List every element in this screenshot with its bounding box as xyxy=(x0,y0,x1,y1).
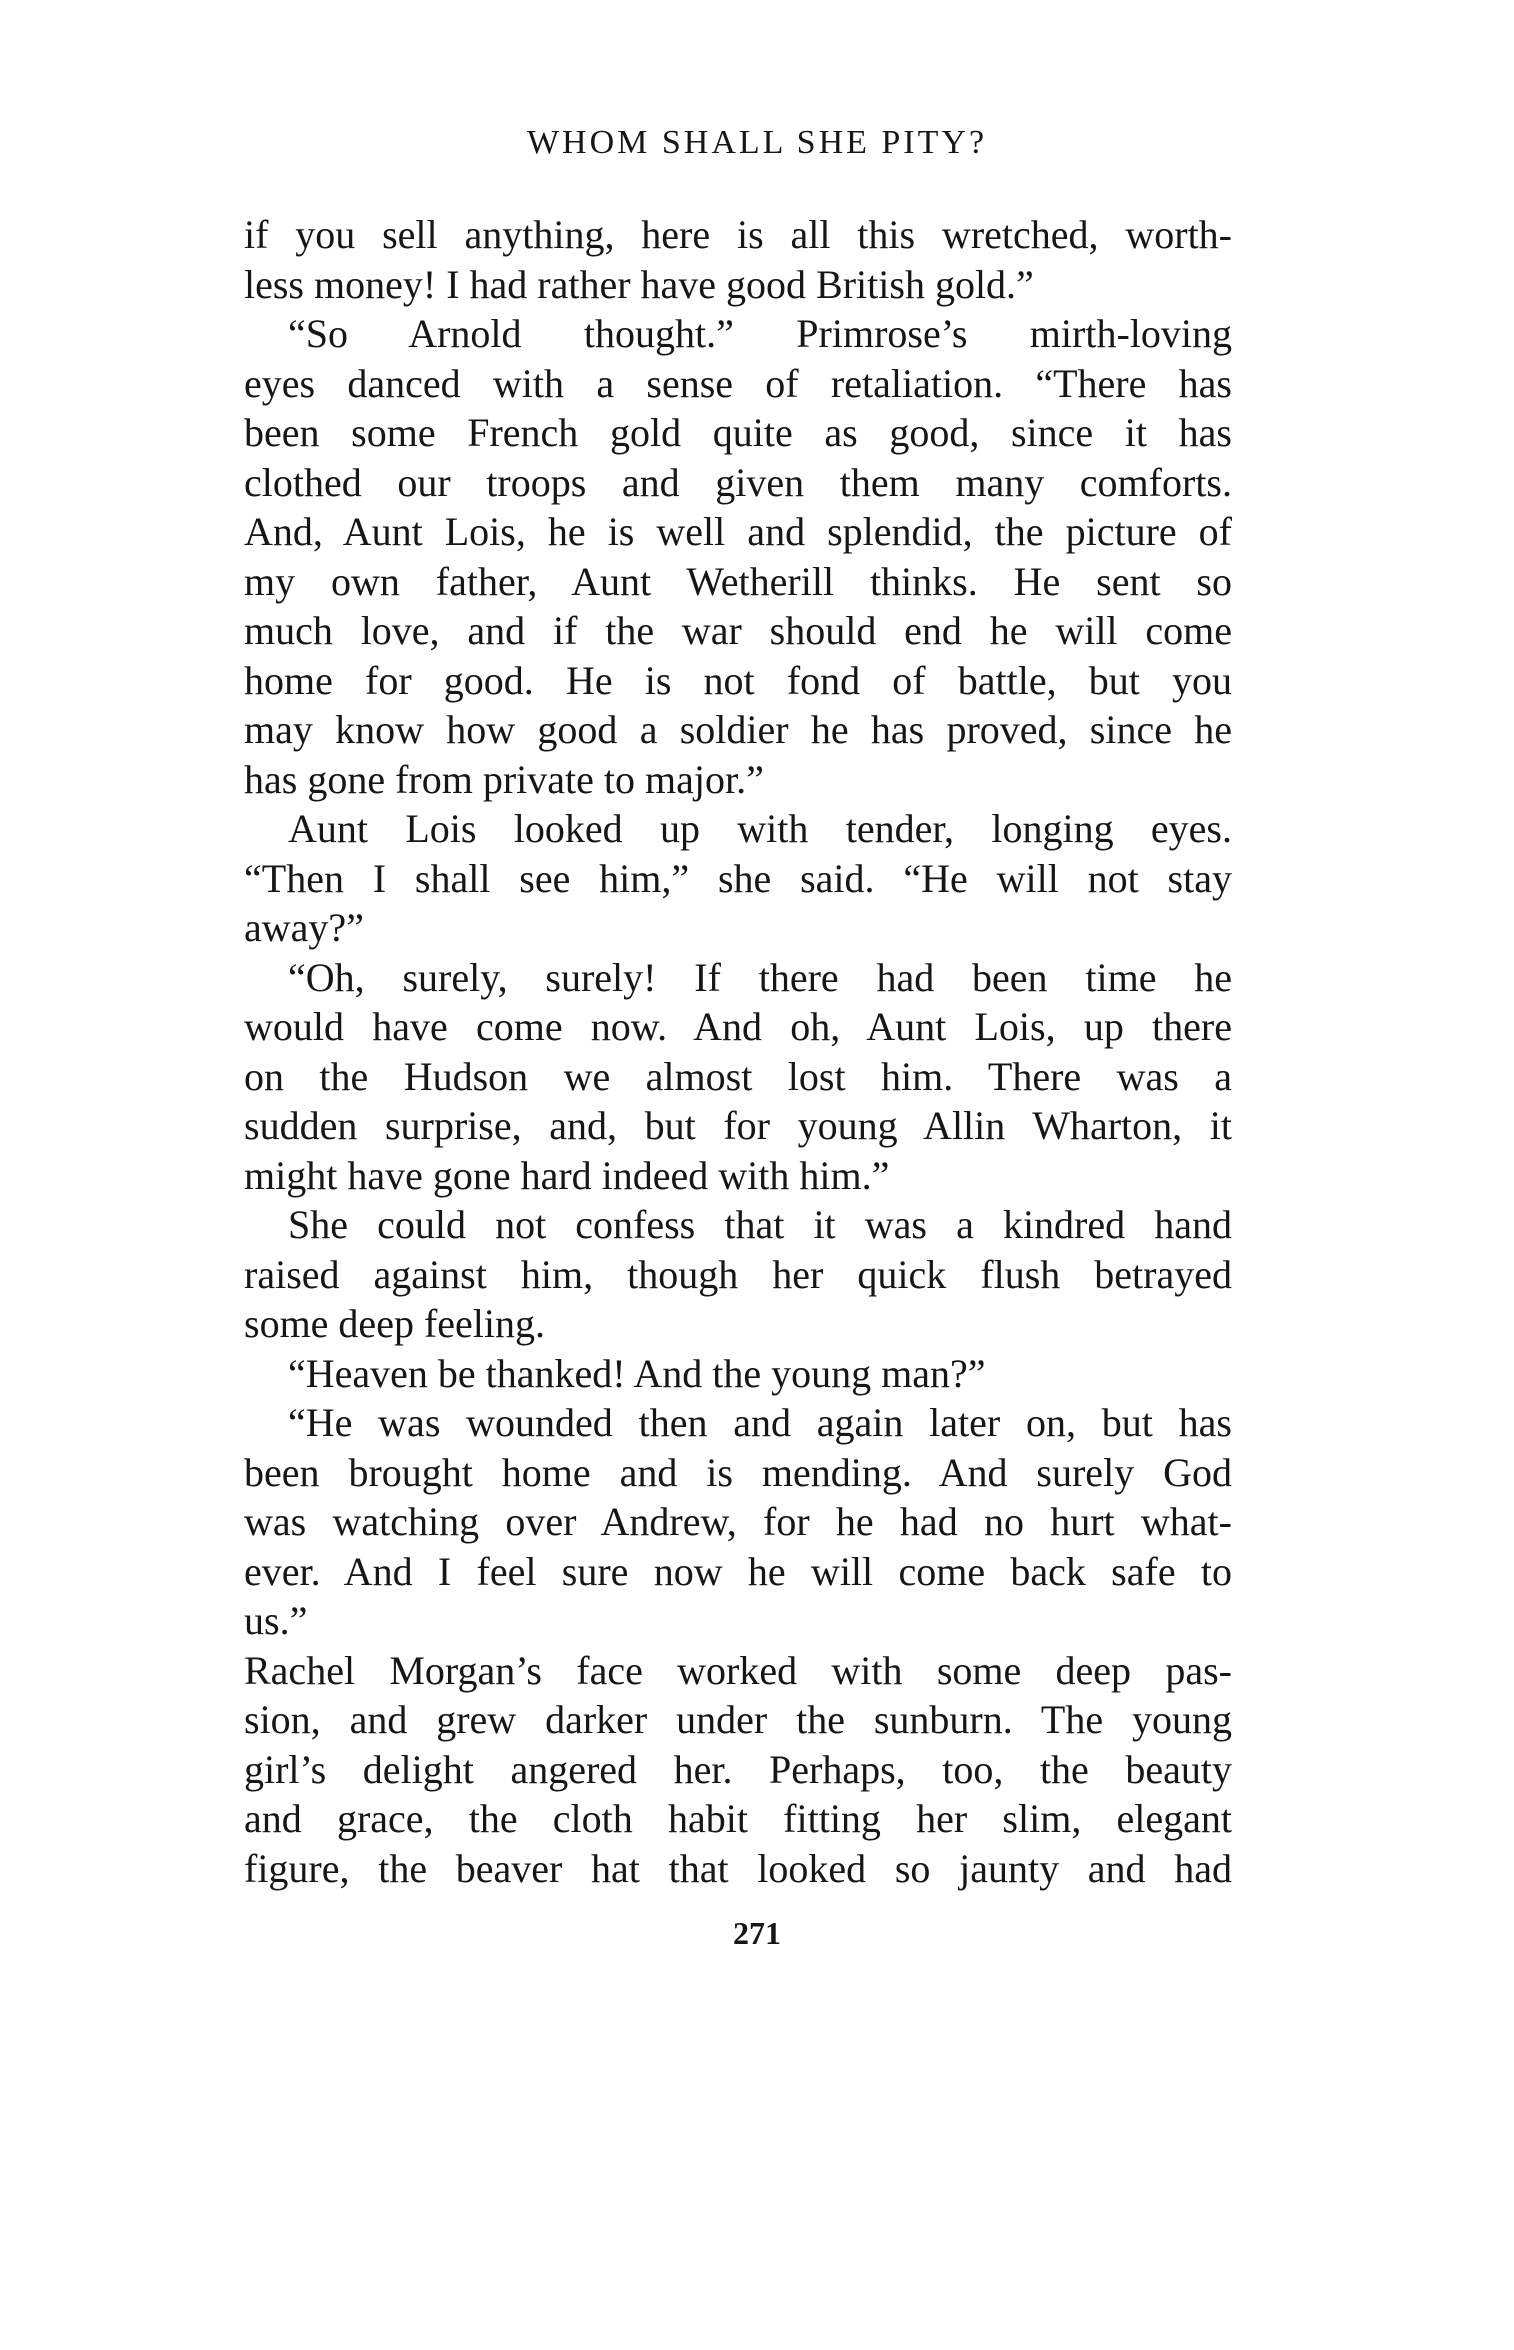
text-line: raised against him, though her quick flush betrayed xyxy=(244,1251,1232,1297)
text-line: home for good. He is not fond of battle, but you xyxy=(244,657,1232,703)
text-line: figure, the beaver hat that looked so jaunty and had xyxy=(244,1845,1232,1891)
text-line: sudden surprise, and, but for young Allin Wharton, it xyxy=(244,1103,1232,1148)
text-line: “Heaven be thanked! And the young man?” xyxy=(288,1350,986,1396)
text-line: would have come now. And oh, Aunt Lois, up there xyxy=(244,1004,1232,1049)
text-line: much love, and if the war should end he will come xyxy=(244,608,1232,653)
text-line: ever. And I feel sure now he will come back safe to xyxy=(244,1548,1232,1594)
text-line: girl’s delight angered her. Perhaps, too, the beauty xyxy=(244,1746,1232,1792)
text-line: been some French gold quite as good, since it has xyxy=(244,410,1232,455)
text-line: less money! I had rather have good British gold.” xyxy=(244,261,1034,307)
text-line: She could not confess that it was a kindred hand xyxy=(288,1202,1232,1247)
text-line: was watching over Andrew, for he had no hurt what- xyxy=(244,1499,1232,1544)
text-line: if you sell anything, here is all this wretched, worth- xyxy=(244,212,1232,257)
text-line: away?” xyxy=(244,905,364,950)
text-line: “Then I shall see him,” she said. “He will not stay xyxy=(244,855,1232,901)
text-line: Rachel Morgan’s face worked with some deep pas- xyxy=(244,1647,1232,1693)
body-text xyxy=(244,210,1232,1893)
text-line: “He was wounded then and again later on, but has xyxy=(288,1400,1232,1445)
text-line: clothed our troops and given them many comforts. xyxy=(244,459,1232,505)
text-line: and grace, the cloth habit fitting her slim, elegant xyxy=(244,1796,1232,1841)
text-line: been brought home and is mending. And surely God xyxy=(244,1449,1232,1495)
text-line: And, Aunt Lois, he is well and splendid, the picture of xyxy=(244,509,1232,554)
text-line: sion, and grew darker under the sunburn. The young xyxy=(244,1697,1232,1742)
text-line: my own father, Aunt Wetherill thinks. He sent so xyxy=(244,558,1232,604)
text-line: on the Hudson we almost lost him. There was a xyxy=(244,1053,1232,1099)
text-line: “So Arnold thought.” Primrose’s mirth-loving xyxy=(288,311,1232,356)
running-head: WHOM SHALL SHE PITY? xyxy=(526,124,988,161)
text-line: some deep feeling. xyxy=(244,1301,545,1346)
text-line: may know how good a soldier he has proved, since he xyxy=(244,707,1232,752)
text-line: Aunt Lois looked up with tender, longing eyes. xyxy=(288,806,1232,851)
text-line: might have gone hard indeed with him.” xyxy=(244,1152,890,1198)
page-number: 271 xyxy=(733,1915,781,1951)
text-line: us.” xyxy=(244,1598,308,1643)
text-line: “Oh, surely, surely! If there had been time he xyxy=(288,954,1232,1000)
text-line: has gone from private to major.” xyxy=(244,756,764,802)
text-line: eyes danced with a sense of retaliation. “There has xyxy=(244,360,1232,406)
